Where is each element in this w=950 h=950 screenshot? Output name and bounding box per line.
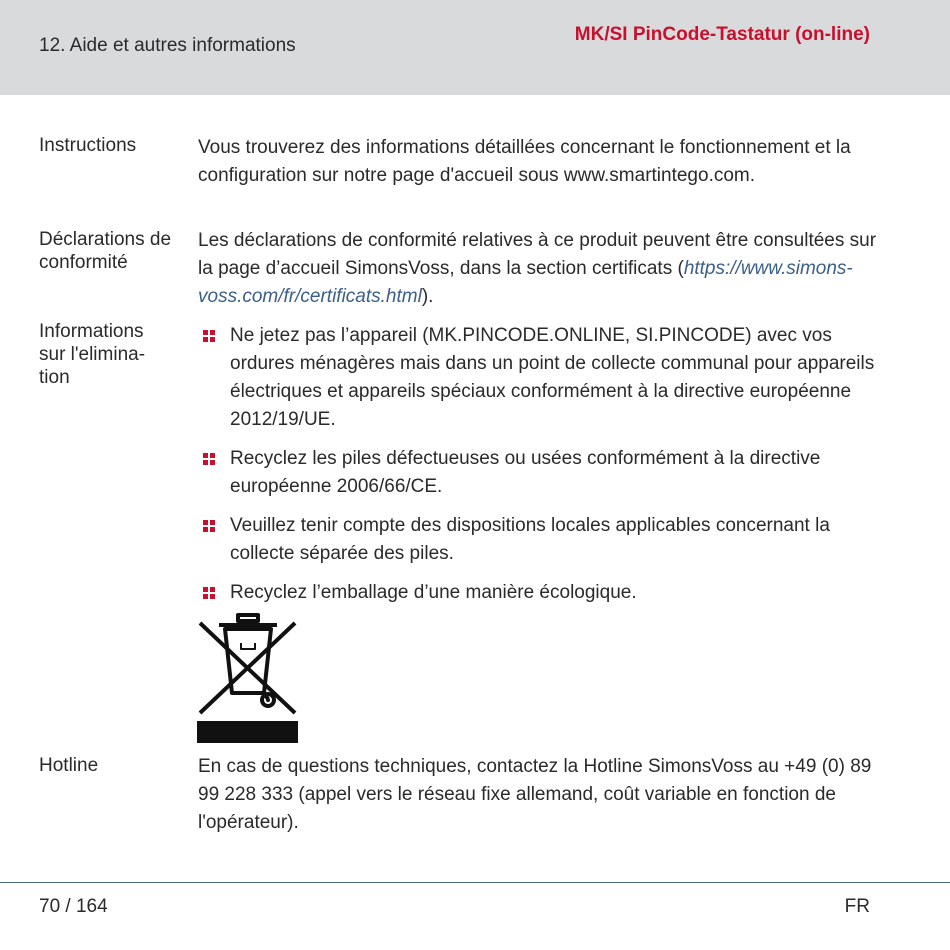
hotline-text: En cas de questions techniques, contactez la Hotline SimonsVoss au +49 (0) 89 99 228 333 (appel vers le réseau fixe allemand, coût variable en fonction de l'opérateur). [198, 756, 872, 833]
bullet-icon [203, 520, 215, 532]
product-title: MK/SI PinCode-Tastatur (on-line) [574, 24, 870, 45]
list-item [198, 322, 878, 434]
instructions-label: Instructions [39, 135, 137, 156]
language-code: FR [844, 896, 870, 917]
bullet-icon [203, 587, 215, 599]
list-item [198, 512, 878, 568]
disposal-bullet-list [198, 322, 878, 618]
conformity-text-after: ). [421, 286, 434, 307]
page-number: 70 / 164 [39, 896, 108, 917]
bullet-icon [203, 453, 215, 465]
chapter-title: 12. Aide et autres informations [39, 35, 296, 56]
conformity-text-before: Les déclarations de conformité relatives à ce produit peuvent être consultées sur la page d’accueil SimonsVoss, dans la section certificats ( [198, 230, 877, 279]
list-item [198, 445, 878, 501]
conformity-text [198, 227, 878, 311]
list-item [198, 579, 878, 607]
certificates-link[interactable]: https://www.simons-voss.com/fr/certificats.html [198, 258, 853, 307]
bullet-text: Recyclez les piles défectueuses ou usées conformément à la directive européenne 2006/66/CE. [230, 448, 821, 497]
hotline-label: Hotline [39, 755, 99, 776]
bullet-icon [203, 330, 215, 342]
conformity-label: Déclarations de conformité [39, 229, 172, 273]
bullet-text: Recyclez l’emballage d’une manière écologique. [230, 582, 637, 603]
instructions-text: Vous trouverez des informations détaillées concernant le fonctionnement et la configuration sur notre page d'accueil sous www.smartintego.com. [198, 137, 851, 186]
crossed-bin-icon [197, 613, 298, 743]
disposal-label: Informations sur l'elimina-tion [39, 321, 146, 388]
bullet-text: Ne jetez pas l’appareil (MK.PINCODE.ONLINE, SI.PINCODE) avec vos ordures ménagères mais dans un point de collecte communal pour appareils électriques et appareils spéciaux conformément à la directive européenne 2012/19/UE. [230, 325, 875, 430]
bullet-text: Veuillez tenir compte des dispositions locales applicables concernant la collecte séparée des piles. [230, 515, 830, 564]
footer-divider [0, 882, 950, 883]
page-header [0, 0, 950, 95]
